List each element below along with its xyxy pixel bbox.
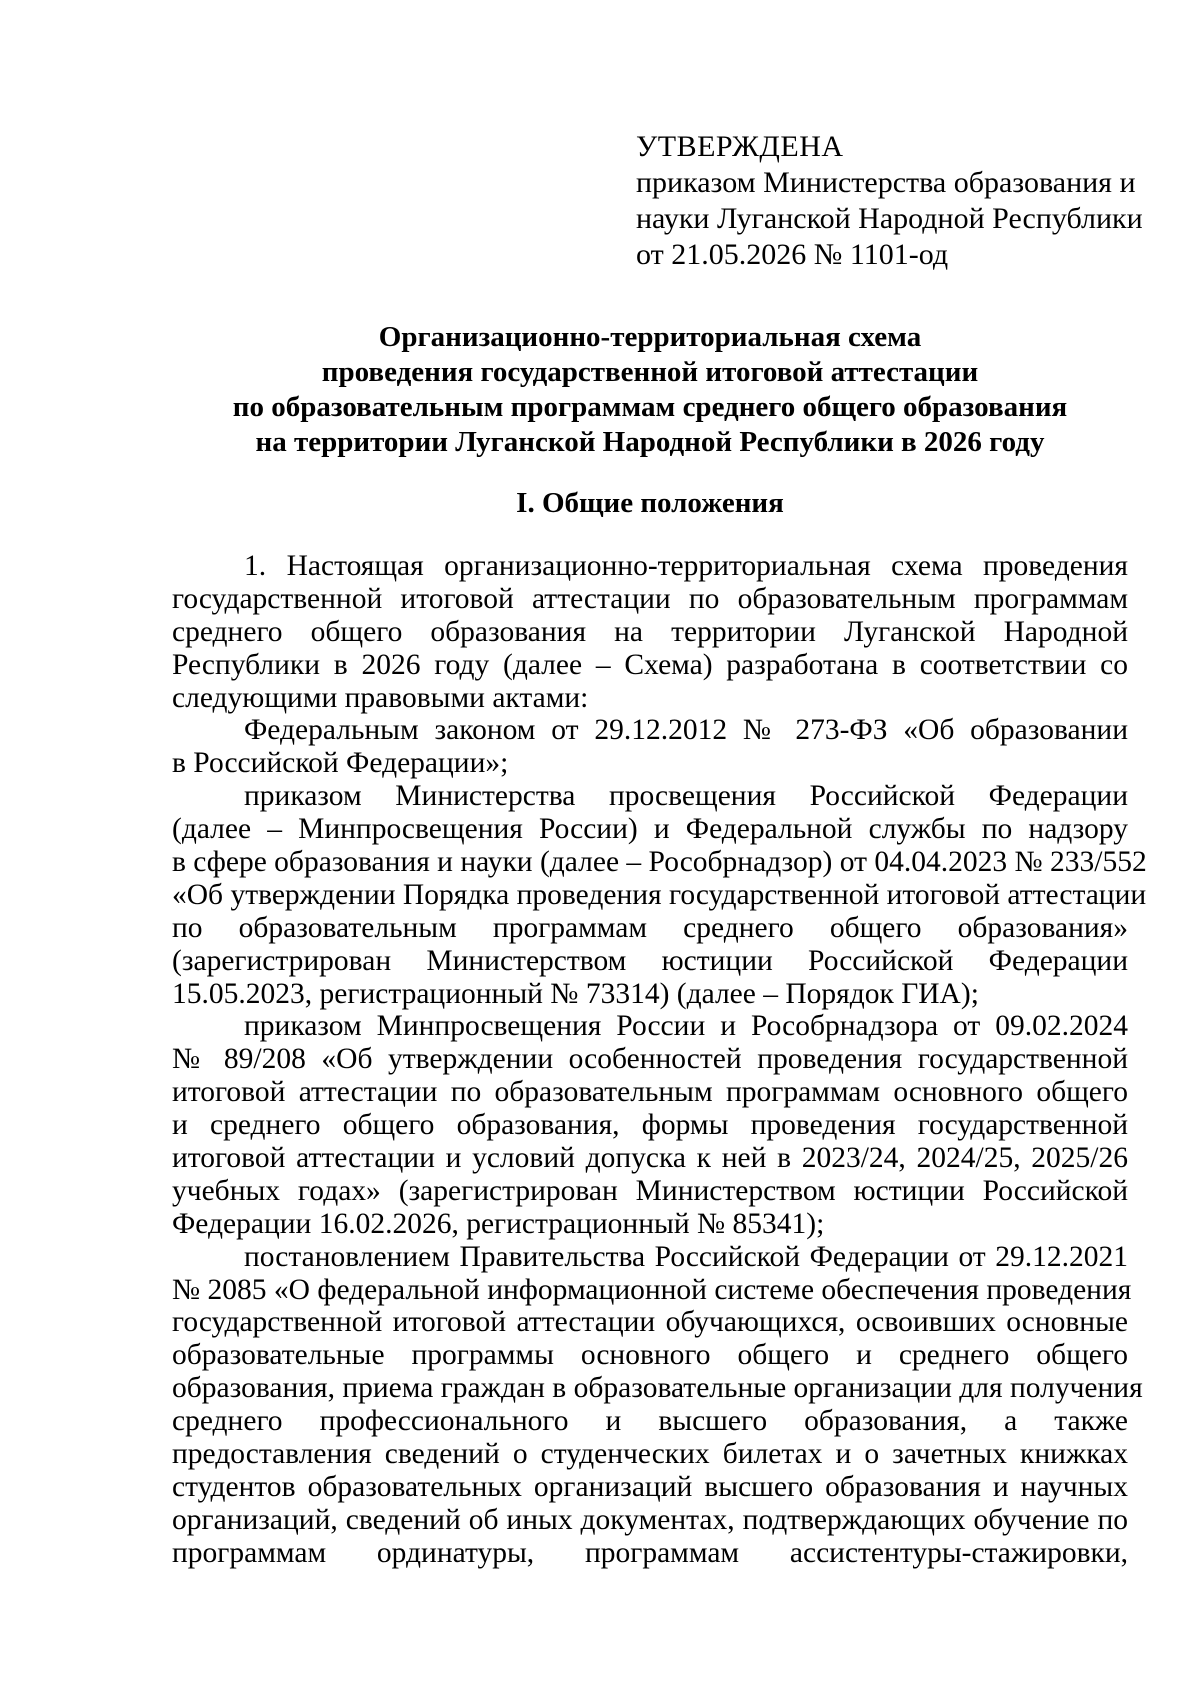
approval-title: УТВЕРЖДЕНА xyxy=(636,130,844,163)
document-title-line: проведения государственной итоговой аттестации xyxy=(321,356,979,388)
body-line: среднего профессионального и высшего образования, а также xyxy=(172,1405,1128,1438)
body-line: итоговой аттестации по образовательным программам основного общего xyxy=(172,1076,1128,1109)
body-line: (далее – Минпросвещения России) и Федеральной службы по надзору xyxy=(172,813,1128,846)
body-line: следующими правовыми актами: xyxy=(172,681,589,714)
approval-line: приказом Министерства образования и xyxy=(636,166,1136,199)
body-line: приказом Министерства просвещения Российской Федерации xyxy=(244,780,1128,813)
body-line: среднего общего образования на территории Луганской Народной xyxy=(172,615,1128,648)
body-line: образовательные программы основного общего и среднего общего xyxy=(172,1339,1128,1372)
body-line: «Об утверждении Порядка проведения государственной итоговой аттестации xyxy=(172,878,1147,911)
approval-line: науки Луганской Народной Республики xyxy=(636,202,1143,235)
body-line: Федеральным законом от 29.12.2012 № 273-ФЗ «Об образовании xyxy=(244,714,1128,747)
body-line: Республики в 2026 году (далее – Схема) разработана в соответствии со xyxy=(172,648,1128,681)
body-line: государственной итоговой аттестации по образовательным программам xyxy=(172,582,1128,615)
body-text xyxy=(172,550,1147,1570)
document-title-line: по образовательным программам среднего общего образования xyxy=(232,391,1068,423)
body-line: № 89/208 «Об утверждении особенностей проведения государственной xyxy=(172,1043,1128,1076)
body-line: (зарегистрирован Министерством юстиции Российской Федерации xyxy=(172,944,1128,977)
body-line: студентов образовательных организаций высшего образования и научных xyxy=(172,1470,1128,1503)
document-title-line: на территории Луганской Народной Республики в 2026 году xyxy=(255,426,1045,458)
body-line: программам ординатуры, программам ассистентуры-стажировки, xyxy=(172,1536,1128,1569)
body-line: по образовательным программам среднего общего образования» xyxy=(172,911,1128,944)
body-line: учебных годах» (зарегистрирован Министерством юстиции Российской xyxy=(172,1174,1128,1207)
body-line: в сфере образования и науки (далее – Рособрнадзор) от 04.04.2023 № 233/552 xyxy=(172,846,1147,879)
body-line: в Российской Федерации»; xyxy=(172,747,509,780)
approval-stamp-block xyxy=(636,129,1143,273)
body-line: 1. Настоящая организационно-территориальная схема проведения xyxy=(244,550,1128,582)
body-line: постановлением Правительства Российской Федерации от 29.12.2021 xyxy=(244,1240,1128,1273)
body-line: № 2085 «О федеральной информационной системе обеспечения проведения xyxy=(172,1273,1132,1306)
body-line: предоставления сведений о студенческих билетах и о зачетных книжках xyxy=(172,1438,1128,1471)
body-line: 15.05.2023, регистрационный № 73314) (далее – Порядок ГИА); xyxy=(172,977,979,1010)
document-title xyxy=(170,320,1130,460)
body-line: Федерации 16.02.2026, регистрационный № 85341); xyxy=(172,1207,825,1240)
body-line: приказом Минпросвещения России и Рособрнадзора от 09.02.2024 xyxy=(244,1010,1128,1043)
approval-line: от 21.05.2026 № 1101-од xyxy=(636,238,949,271)
body-line: организаций, сведений об иных документах, подтверждающих обучение по xyxy=(172,1503,1128,1536)
document-title-line: Организационно-территориальная схема xyxy=(378,321,922,353)
body-line: и среднего общего образования, формы проведения государственной xyxy=(172,1109,1128,1142)
body-line: государственной итоговой аттестации обучающихся, освоивших основные xyxy=(172,1306,1128,1339)
body-line: образования, приема граждан в образовательные организации для получения xyxy=(172,1372,1143,1405)
body-line: итоговой аттестации и условий допуска к ней в 2023/24, 2024/25, 2025/26 xyxy=(172,1142,1128,1175)
section-heading: I. Общие положения xyxy=(516,487,784,519)
